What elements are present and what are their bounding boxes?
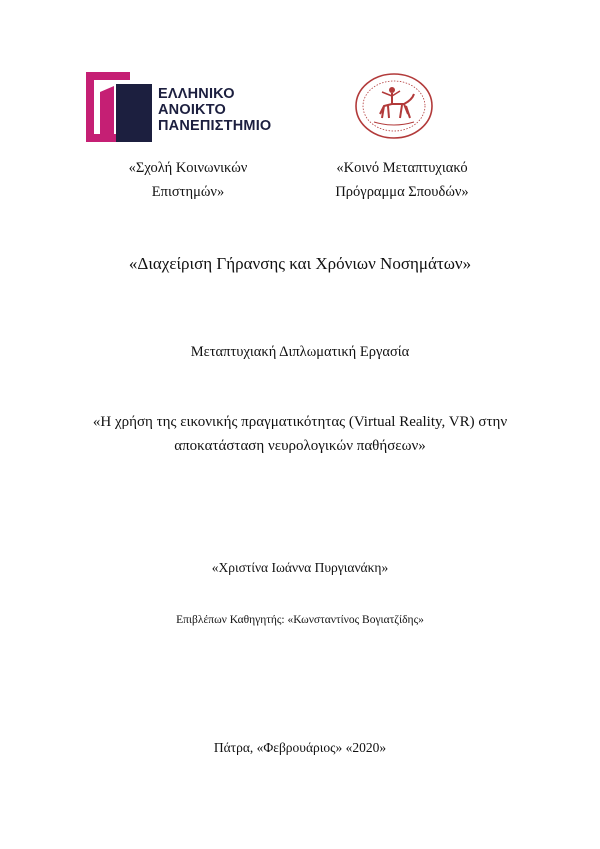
hellenic-open-university-logo [86, 72, 276, 144]
eap-logo-line-2: ΑΝΟΙΚΤΟ [158, 102, 226, 118]
program-line-1: «Κοινό Μεταπτυχιακό [336, 160, 468, 176]
eap-logo-text [158, 86, 271, 134]
university-seal-icon [352, 72, 436, 140]
thesis-title-line-2: αποκατάσταση νευρολογικών παθήσεων» [174, 438, 426, 454]
author-name: «Χριστίνα Ιωάννα Πυργιανάκη» [211, 560, 389, 575]
place-date: Πάτρα, «Φεβρουάριος» «2020» [213, 740, 387, 755]
program-title: «Διαχείριση Γήρανσης και Χρόνιων Νοσημάτων» [128, 254, 472, 273]
eap-logo-line-1: ΕΛΛΗΝΙΚΟ [158, 86, 235, 102]
thesis-type: Μεταπτυχιακή Διπλωματική Εργασία [190, 344, 410, 360]
school-line-2: Επιστημών» [151, 184, 225, 200]
school-heading [96, 156, 280, 204]
supervisor: Επιβλέπων Καθηγητής: «Κωνσταντίνος Βογιατζίδης» [176, 614, 424, 626]
school-line-1: «Σχολή Κοινωνικών [128, 160, 248, 176]
eap-logo-mark-icon [86, 72, 152, 142]
program-heading [302, 156, 502, 204]
thesis-title [60, 410, 540, 458]
program-line-2: Πρόγραμμα Σπουδών» [335, 184, 469, 200]
thesis-title-line-1: «Η χρήση της εικονικής πραγματικότητας (Virtual Reality, VR) στην [92, 414, 508, 430]
eap-logo-line-3: ΠΑΝΕΠΙΣΤΗΜΙΟ [158, 118, 272, 134]
